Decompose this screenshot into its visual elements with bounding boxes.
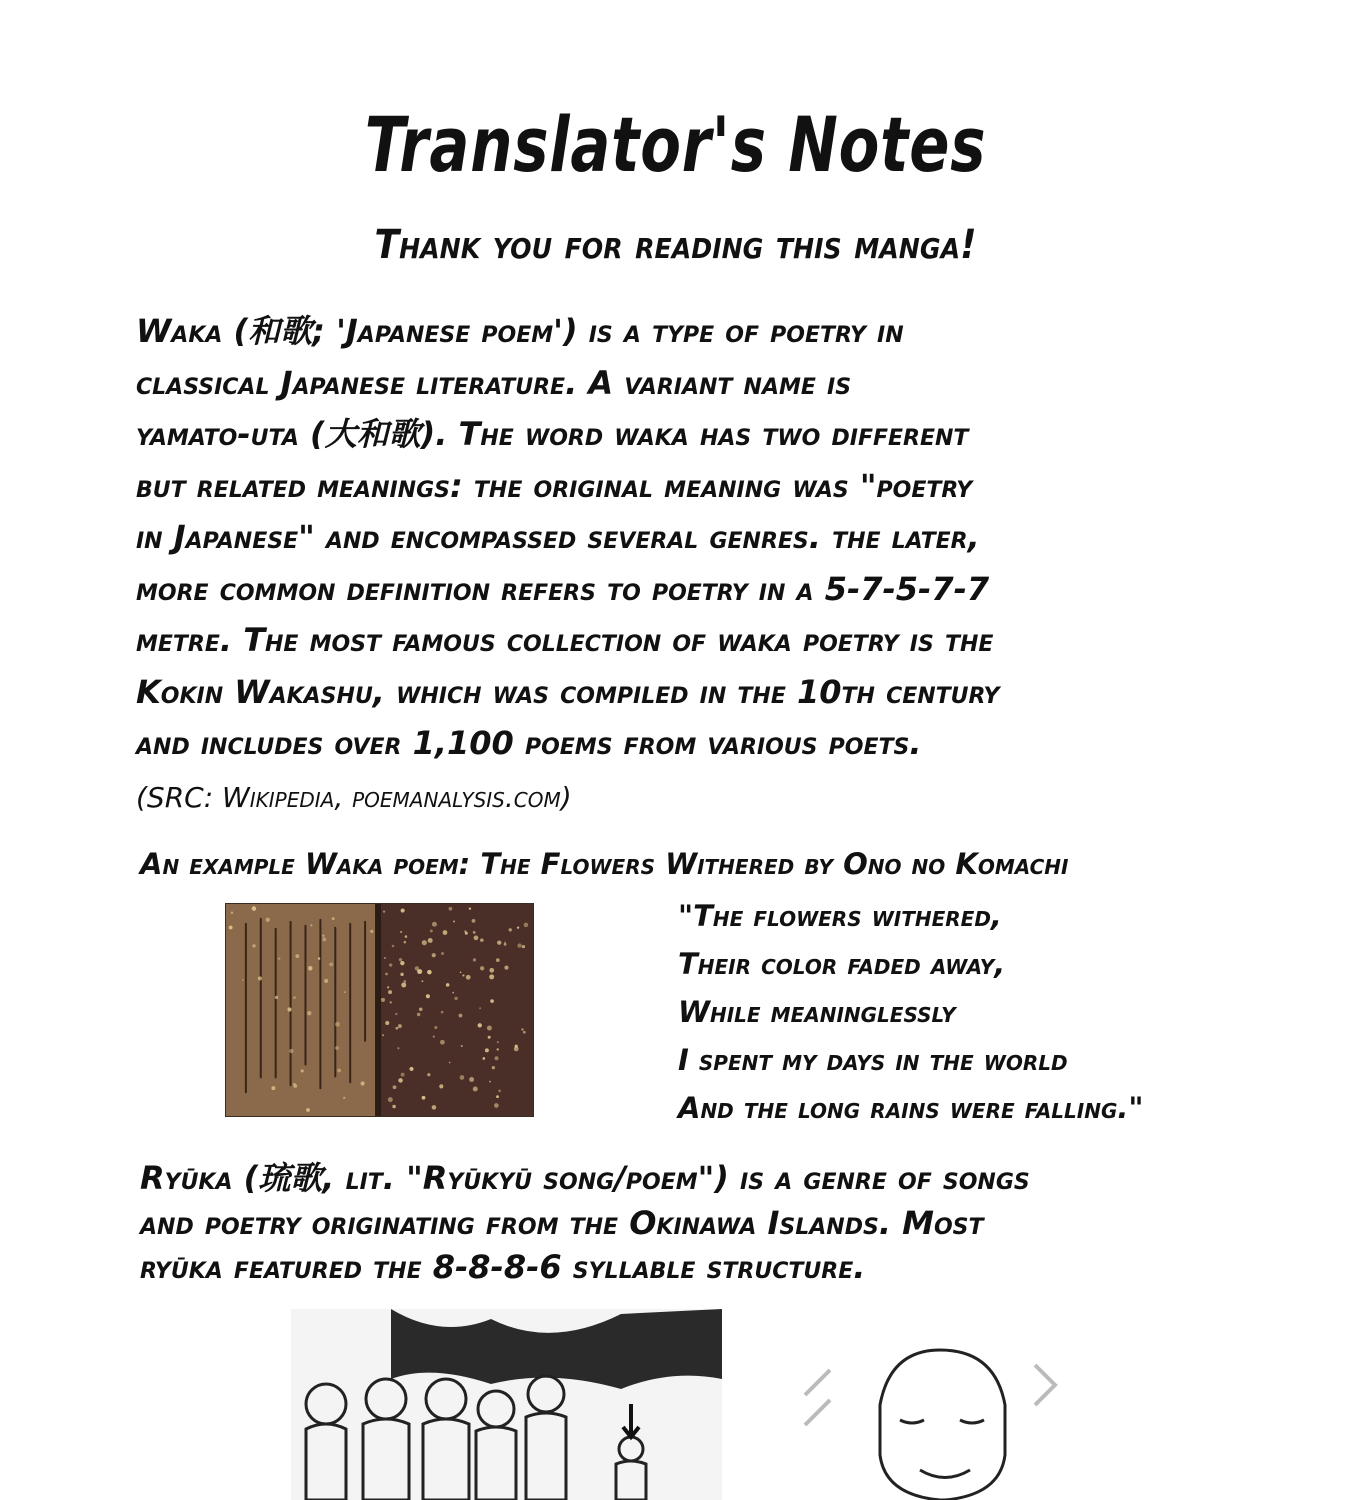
waka-paragraph [136,306,1226,770]
waka-line: yamato-uta (大和歌). The word waka has two different [136,415,969,453]
page-title: Translator's Notes [364,100,987,189]
poem-line: And the long rains were falling." [678,1091,1144,1125]
waka-line: more common definition refers to poetry in a 5-7-5-7-7 [136,569,990,608]
waka-poem [678,892,1318,1132]
source-citation: (SRC: Wikipedia, poemanalysis.com) [136,781,572,814]
waka-line: and includes over 1,100 poems from various poets. [136,724,922,762]
waka-line: Kokin Wakashu, which was compiled in the 10th century [136,672,1000,711]
waka-manuscript-image [225,903,534,1117]
manuscript-illustration [226,904,533,1116]
ryuka-line: Ryūka (琉歌, lit. "Ryūkyū song/poem") is a genre of songs [140,1159,1030,1197]
waka-line: in Japanese" and encompassed several genres. the later, [136,518,980,556]
waka-line: metre. The most famous collection of waka poetry is the [136,621,994,659]
page-subtitle: Thank you for reading this manga! [374,222,977,268]
manga-group-illustration [291,1309,722,1500]
ryuka-paragraph [140,1156,1300,1290]
manga-panel-group-image [291,1309,722,1500]
waka-line: Waka (和歌; 'Japanese poem') is a type of poetry in [136,312,904,350]
ryuka-line: ryūka featured the 8-8-8-6 syllable structure. [140,1248,866,1286]
manga-portrait-illustration [800,1345,1062,1500]
poem-line: While meaninglessly [678,995,956,1029]
example-heading: An example Waka poem: The Flowers Withered by Ono no Komachi [140,847,1069,881]
poem-line: I spent my days in the world [678,1043,1068,1077]
poem-line: "The flowers withered, [678,899,1002,933]
waka-line: but related meanings: the original meaning was "poetry [136,466,973,505]
ryuka-line: and poetry originating from the Okinawa Islands. Most [140,1203,984,1242]
manga-panel-portrait-image [800,1345,1062,1500]
poem-line: Their color faded away, [678,947,1006,981]
waka-line: classical Japanese literature. A variant name is [136,363,852,402]
